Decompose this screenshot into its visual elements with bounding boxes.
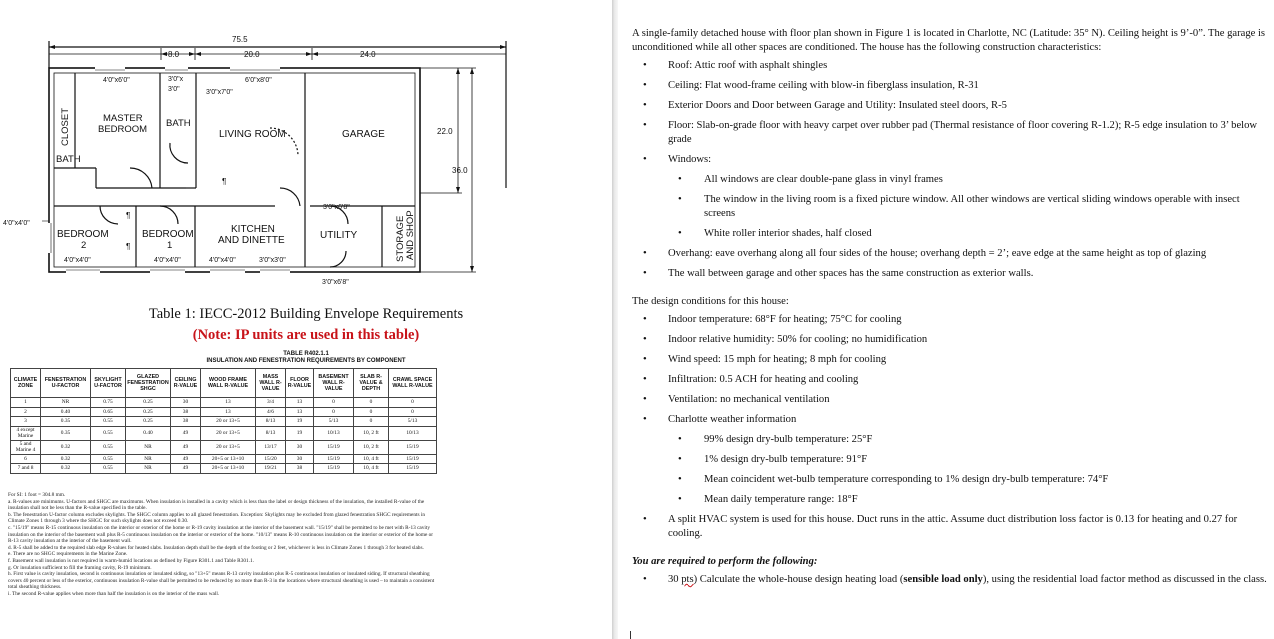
footnote: i. The second R-value applies when more than half the insulation is on the interior of the mass wall. (8, 590, 220, 597)
header-cell: BASEMENT WALL R-VALUE (314, 369, 354, 398)
table-row (11, 454, 437, 464)
table-note: (Note: IP units are used in this table) (192, 327, 420, 343)
construction-list (632, 59, 1268, 281)
windows-sub-item: • All windows are clear double-pane glass in vinyl frames (668, 173, 1268, 187)
room-bedroom1-2: 1 (167, 240, 173, 251)
table-cell: 1 (11, 398, 41, 408)
header-cell: SLAB R-VALUE & DEPTH (354, 369, 389, 398)
table-cell: 0 (354, 407, 389, 417)
room-utility: UTILITY (320, 230, 358, 241)
footnote: g. Or insulation sufficient to fill the framing cavity, R-19 minimum. (8, 564, 152, 571)
construction-ceiling: • Ceiling: Flat wood-frame ceiling with blow-in fiberglass insulation, R-31 (632, 79, 1268, 93)
table-cell: 0.35 (41, 417, 91, 427)
table-cell: 49 (171, 426, 201, 440)
table-cell: 0 (354, 398, 389, 408)
room-bedroom2-2: 2 (81, 240, 87, 251)
table-cell: 10, 2 ft (354, 440, 389, 454)
construction-floor: • Floor: Slab-on-grade floor with heavy carpet over rubber pad (Thermal resistance of floor covering R-1.2); R-5 edge insulation to 3’ below grade (632, 119, 1268, 147)
header-cell: CRAWL SPACE WALL R-VALUE (389, 369, 437, 398)
weather-sub-item: • 1% design dry-bulb temperature: 91°F (668, 453, 1268, 467)
dim-house-depth: 36.0 (452, 166, 468, 175)
pilcrow-mark: ¶ (126, 242, 131, 251)
weather-sublist (668, 433, 1268, 507)
table-cell: 0.25 (126, 398, 171, 408)
footnote: h. First value is cavity insulation, second is continuous insulation or insulated siding, so "13+5" means R-13 cavity insulation plus R-5 continuous insulation or insulated siding. If structural sheathing covers 40 percent or less of the exterior, continuous insulation R-value shall be permitted to be reduced by no more than R-3 in the locations where structural sheathing is used – to maintain a consistent total sheathing thickness. (8, 571, 435, 591)
table-cell: 20 or 13+5 (201, 417, 256, 427)
footnote: f. Basement wall insulation is not required in warm-humid locations as defined by Figure R301.1 and Table R301.1. (8, 557, 254, 564)
table-cell: 20+5 or 13+10 (201, 454, 256, 464)
table-cell: 0.55 (91, 426, 126, 440)
room-storage-1: STORAGE (395, 215, 406, 262)
room-master-2: BEDROOM (98, 124, 148, 135)
room-bath-master: BATH (166, 118, 191, 129)
table-cell: 0.25 (126, 407, 171, 417)
insulation-table (10, 368, 437, 474)
room-kitchen-2: AND DINETTE (218, 235, 285, 246)
condition-humidity: • Indoor relative humidity: 50% for cooling; no humidification (632, 333, 1268, 347)
table-cell: 0.55 (91, 440, 126, 454)
right-page (618, 0, 1274, 639)
weather-label: Charlotte weather information (668, 414, 797, 425)
footnote: d. R-5 shall be added to the required slab edge R-values for heated slabs. Insulation depth shall be the depth of the footing or 2 feet, whichever is less in Climate Zones 1 through 3 for heated slabs. (8, 544, 424, 551)
window-label-4: 6'0"x8'0" (245, 77, 272, 84)
conditions-list (632, 313, 1268, 541)
table-cell: 19 (286, 417, 314, 427)
table-cell: 4/6 (256, 407, 286, 417)
table-cell: 49 (171, 464, 201, 474)
table-cell: NR (126, 454, 171, 464)
table-cell: 0.75 (91, 398, 126, 408)
table-footnotes (8, 492, 438, 598)
table-cell: 6 (11, 454, 41, 464)
window-label-9: 3'0"x3'0" (259, 257, 286, 264)
table-cell: 10, 2 ft (354, 426, 389, 440)
table-cell: 10, 4 ft (354, 464, 389, 474)
condition-ventilation: • Ventilation: no mechanical ventilation (632, 393, 1268, 407)
table-cell: 15/19 (389, 464, 437, 474)
room-storage-2: AND SHOP (405, 210, 416, 260)
condition-hvac: • A split HVAC system is used for this house. Duct runs in the attic. Assume duct distribution loss factor is 0.13 for heating and 0.27 for cooling. (632, 513, 1268, 541)
table-cell: 49 (171, 454, 201, 464)
room-living: LIVING ROOM (219, 129, 286, 140)
table-cell: 2 (11, 407, 41, 417)
condition-weather (632, 413, 1268, 507)
windows-sub-item: • The window in the living room is a fixed picture window. All other windows are vertical sliding windows operable with insect screens (668, 193, 1268, 221)
room-kitchen-1: KITCHEN (231, 224, 275, 235)
dim-garage-depth: 22.0 (437, 127, 453, 136)
pilcrow-mark: ¶ (126, 211, 131, 220)
table-cell: NR (41, 398, 91, 408)
table-cell: 19/21 (256, 464, 286, 474)
table-cell: 0.65 (91, 407, 126, 417)
condition-wind: • Wind speed: 15 mph for heating; 8 mph for cooling (632, 353, 1268, 367)
table-cell: 8/13 (256, 426, 286, 440)
window-label-2b: 3'0" (168, 86, 180, 93)
table-cell: 15/19 (314, 464, 354, 474)
table-cell: 0.40 (126, 426, 171, 440)
table-cell: 0 (354, 417, 389, 427)
problem-statement (632, 27, 1268, 593)
construction-wall: • The wall between garage and other spaces has the same construction as exterior walls. (632, 267, 1268, 281)
table-subtitle: INSULATION AND FENESTRATION REQUIREMENTS BY COMPONENT (206, 358, 406, 364)
table-cell: 8/13 (256, 417, 286, 427)
weather-sub-item: • Mean daily temperature range: 18°F (668, 493, 1268, 507)
task-bold: sensible load only (903, 574, 983, 585)
table-header-row (11, 369, 437, 398)
door-label-1: 3'0"x6'8" (323, 204, 350, 211)
condition-indoor-temp: • Indoor temperature: 68°F for heating; 75°C for cooling (632, 313, 1268, 327)
table-cell: 5 and Marine 4 (11, 440, 41, 454)
table-cell: 10, 4 ft (354, 454, 389, 464)
table-cell: 0.40 (41, 407, 91, 417)
header-cell: FENESTRATION U-FACTOR (41, 369, 91, 398)
table-cell: 0 (314, 407, 354, 417)
dim-seg2: 20.0 (244, 50, 260, 59)
dim-seg3: 24.0 (360, 50, 376, 59)
room-bath-left: BATH (56, 154, 81, 165)
header-cell: MASS WALL R-VALUE (256, 369, 286, 398)
header-cell: GLAZED FENESTRATION SHGC (126, 369, 171, 398)
table-cell: 0 (389, 398, 437, 408)
problem-intro: A single-family detached house with floor plan shown in Figure 1 is located in Charlotte, NC (Latitude: 35° N). Ceiling height is 9’-0”. The garage is unconditioned while all other spaces are conditioned. The house has the following construction characteristics: (632, 28, 1266, 53)
table-row (11, 407, 437, 417)
table-cell: 0.35 (41, 426, 91, 440)
table-cell: 7 and 8 (11, 464, 41, 474)
table-cell: 15/19 (389, 454, 437, 464)
table-cell: 38 (171, 417, 201, 427)
table-row (11, 464, 437, 474)
table-cell: 3 (11, 417, 41, 427)
windows-sub-item: • White roller interior shades, half closed (668, 227, 1268, 241)
room-closet: CLOSET (60, 107, 71, 146)
table-row (11, 440, 437, 454)
task-pts: pts (681, 574, 694, 585)
table-cell: 38 (286, 464, 314, 474)
task-points: 30 (668, 574, 682, 585)
header-cell: CEILING R-VALUE (171, 369, 201, 398)
table-cell: 5/13 (314, 417, 354, 427)
table-cell: 4 except Marine (11, 426, 41, 440)
footnote: a. R-values are minimums. U-factors and SHGC are maximums. When insulation is installed in a cavity which is less than the label or design thickness of the insulation, the installed R-value of the insulation shall not be less than the R-value specified in the table. (8, 498, 425, 512)
dim-total-width: 75.5 (232, 35, 248, 44)
table-cell: 0 (389, 407, 437, 417)
required-heading: You are required to perform the following: (632, 556, 818, 567)
footnote: c. "15/19" means R-15 continuous insulation on the interior or exterior of the home or R-19 cavity insulation at the interior of the basement wall. "15/19" shall be permitted to be met with R-13 cavity insulation on the interior of the basement wall plus R-5 continuous insulation on the interior or exterior of the home. "10/13" means R-10 continuous insulation on the interior or exterior of the home or R-13 cavity insulation at the interior of the basement wall. (8, 524, 434, 545)
windows-label: Windows: (668, 154, 712, 165)
task-item (632, 573, 1268, 587)
table-cell: 38 (171, 407, 201, 417)
window-label-6: 4'0"x4'0" (64, 257, 91, 264)
table-cell: 13 (201, 407, 256, 417)
table-cell: 30 (171, 398, 201, 408)
window-label-3: 3'0"x7'0" (206, 89, 233, 96)
table-row (11, 426, 437, 440)
windows-sublist (668, 173, 1268, 241)
table-cell: 0.25 (126, 417, 171, 427)
table-cell: 0 (314, 398, 354, 408)
header-cell: FLOOR R-VALUE (286, 369, 314, 398)
header-cell: SKYLIGHT U-FACTOR (91, 369, 126, 398)
table-cell: 49 (171, 440, 201, 454)
room-garage: GARAGE (342, 129, 385, 140)
floor-plan-figure (0, 28, 612, 290)
footnote: e. There are no SHGC requirements in the Marine Zone. (8, 551, 128, 558)
footnote: For SI: 1 foot = 304.8 mm. (8, 492, 66, 498)
table-cell: 0.55 (91, 417, 126, 427)
table-cell: 5/13 (389, 417, 437, 427)
table-code: TABLE R402.1.1 (283, 351, 329, 357)
table-cell: 3/4 (256, 398, 286, 408)
task-list (632, 573, 1268, 587)
header-cell: WOOD FRAME WALL R-VALUE (201, 369, 256, 398)
table-cell: 20 or 13+5 (201, 426, 256, 440)
room-bedroom2-1: BEDROOM (57, 229, 109, 240)
left-page (0, 0, 612, 639)
design-intro: The design conditions for this house: (632, 296, 789, 307)
text-cursor (630, 631, 631, 639)
table-cell: 0.55 (91, 454, 126, 464)
table-cell: 0.32 (41, 440, 91, 454)
pilcrow-mark: ¶ (222, 177, 227, 186)
table-row (11, 417, 437, 427)
window-label-7: 4'0"x4'0" (154, 257, 181, 264)
construction-windows (632, 153, 1268, 241)
construction-overhang: • Overhang: eave overhang along all four sides of the house; overhang depth = 2’; eave edge at the same height as top of glazing (632, 247, 1268, 261)
door-label-2: 3'0"x6'8" (322, 279, 349, 286)
table-cell: NR (126, 440, 171, 454)
table-row (11, 398, 437, 408)
construction-doors: • Exterior Doors and Door between Garage and Utility: Insulated steel doors, R-5 (632, 99, 1268, 113)
window-label-2a: 3'0"x (168, 76, 184, 83)
table-cell: 15/19 (314, 454, 354, 464)
table-cell: 10/13 (314, 426, 354, 440)
table-cell: 15/19 (389, 440, 437, 454)
table-cell: 13 (286, 407, 314, 417)
table-cell: 10/13 (389, 426, 437, 440)
table-cell: 20+5 or 13+10 (201, 464, 256, 474)
room-master-1: MASTER (103, 113, 143, 124)
window-label-8: 4'0"x4'0" (209, 257, 236, 264)
table-cell: 13 (286, 398, 314, 408)
table-cell: 19 (286, 426, 314, 440)
table-cell: NR (126, 464, 171, 474)
construction-roof: • Roof: Attic roof with asphalt shingles (632, 59, 1268, 73)
table-cell: 15/20 (256, 454, 286, 464)
table-cell: 0.32 (41, 454, 91, 464)
weather-sub-item: • 99% design dry-bulb temperature: 25°F (668, 433, 1268, 447)
table-cell: 0.55 (91, 464, 126, 474)
window-label-5: 4'0"x4'0" (3, 220, 30, 227)
weather-sub-item: • Mean coincident wet-bulb temperature corresponding to 1% design dry-bulb temperature: 74°F (668, 473, 1268, 487)
table-cell: 30 (286, 440, 314, 454)
condition-infiltration: • Infiltration: 0.5 ACH for heating and cooling (632, 373, 1268, 387)
table-title: Table 1: IECC-2012 Building Envelope Requirements (148, 306, 464, 322)
table-cell: 0.32 (41, 464, 91, 474)
dim-seg1: 8.0 (168, 50, 180, 59)
task-text-b: ), using the residential load factor method as discussed in the class. (982, 574, 1267, 585)
room-bedroom1-1: BEDROOM (142, 229, 194, 240)
window-label-1: 4'0"x6'0" (103, 77, 130, 84)
table-cell: 20 or 13+5 (201, 440, 256, 454)
table-cell: 30 (286, 454, 314, 464)
footnote: b. The fenestration U-factor column excludes skylights. The SHGC column applies to all glazed fenestration. Exception: Skylights may be excluded from glazed fenestration SHGC requirements in Climate Zones 1 through 3 where the SHGC for such skylights does not exceed 0.30. (8, 511, 425, 525)
task-text-a: ) Calculate the whole-house design heating load ( (693, 574, 904, 585)
table-cell: 15/19 (314, 440, 354, 454)
table-cell: 13/17 (256, 440, 286, 454)
table-cell: 13 (201, 398, 256, 408)
header-cell: CLIMATE ZONE (11, 369, 41, 398)
